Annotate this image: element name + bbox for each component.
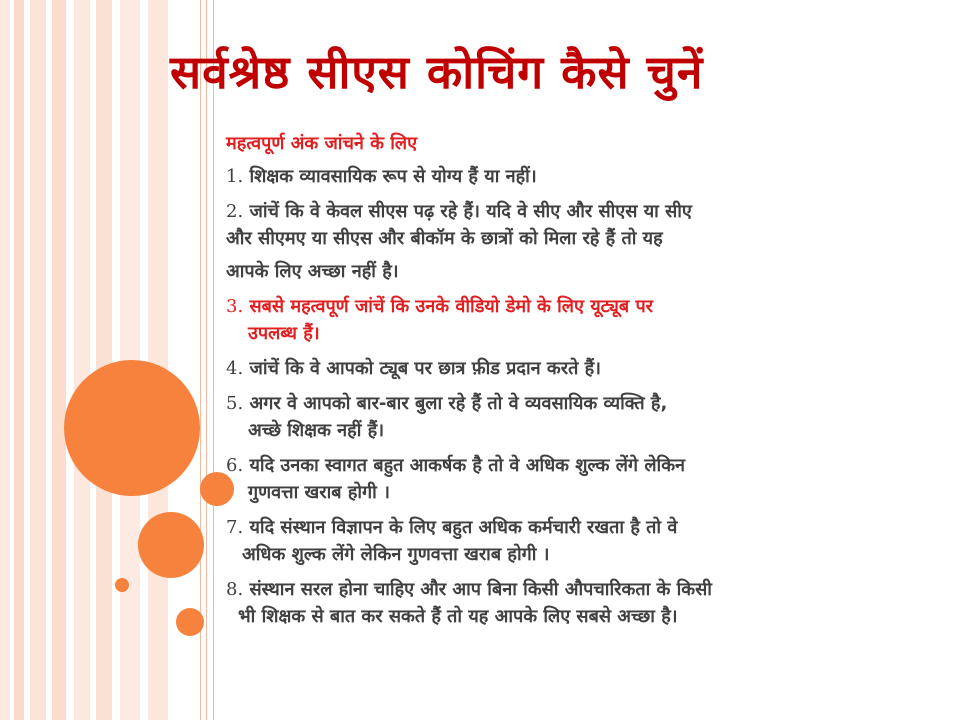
divider-line (213, 0, 214, 720)
slide-content (226, 130, 926, 638)
slide-title: सर्वश्रेष्ठ सीएस कोचिंग कैसे चुनें (170, 45, 704, 99)
point-text: अच्छे शिक्षक नहीं हैं। (248, 420, 385, 441)
point-number: 6. (226, 455, 244, 476)
point-text: उपलब्ध हैं। (248, 323, 320, 344)
point-8 (226, 576, 926, 630)
decorative-circle (176, 608, 204, 636)
point-number: 7. (226, 517, 244, 538)
decorative-circle (138, 512, 204, 578)
point-text: आपके लिए अच्छा नहीं है। (226, 261, 399, 282)
point-7 (226, 514, 926, 568)
point-5 (226, 390, 926, 444)
point-1 (226, 163, 926, 190)
point-number: 4. (226, 358, 244, 379)
point-number: 3. (226, 296, 244, 317)
point-3 (226, 293, 926, 347)
decorative-circle (64, 360, 200, 496)
point-4 (226, 355, 926, 382)
point-text: जांचें कि वे आपको ट्यूब पर छात्र फ़ीड प्रदान करते हैं। (249, 358, 601, 379)
decorative-circle (115, 578, 129, 592)
point-number: 8. (226, 579, 244, 600)
point-number: 1. (226, 166, 244, 187)
point-text: भी शिक्षक से बात कर सकते हैं तो यह आपके लिए सबसे अच्छा है। (238, 606, 678, 627)
point-text: संस्थान सरल होना चाहिए और आप बिना किसी औपचारिकता के किसी (249, 579, 712, 600)
point-6 (226, 452, 926, 506)
point-text: और सीएमए या सीएस और बीकॉम के छात्रों को मिला रहे हैं तो यह (226, 228, 663, 249)
point-text: अगर वे आपको बार-बार बुला रहे हैं तो वे व्यवसायिक व्यक्ति है, (249, 393, 668, 414)
point-text: जांचें कि वे केवल सीएस पढ़ रहे हैं। यदि वे सीए और सीएस या सीए (249, 201, 692, 222)
divider-line (206, 0, 207, 720)
point-number: 2. (226, 201, 244, 222)
point-text: गुणवत्ता खराब होगी । (248, 482, 390, 503)
section-heading: महत्वपूर्ण अंक जांचने के लिए (226, 133, 418, 154)
point-text: शिक्षक व्यावसायिक रूप से योग्य हैं या नहीं। (249, 166, 537, 187)
point-number: 5. (226, 393, 244, 414)
point-text: अधिक शुल्क लेंगे लेकिन गुणवत्ता खराब होगी । (242, 544, 550, 565)
point-2 (226, 198, 926, 285)
point-text: यदि उनका स्वागत बहुत आकर्षक है तो वे अधिक शुल्क लेंगे लेकिन (249, 455, 686, 476)
point-text: यदि संस्थान विज्ञापन के लिए बहुत अधिक कर्मचारी रखता है तो वे (249, 517, 678, 538)
decorative-stripes (0, 0, 200, 720)
point-text: सबसे महत्वपूर्ण जांचें कि उनके वीडियो डेमो के लिए यूट्यूब पर (249, 296, 654, 317)
